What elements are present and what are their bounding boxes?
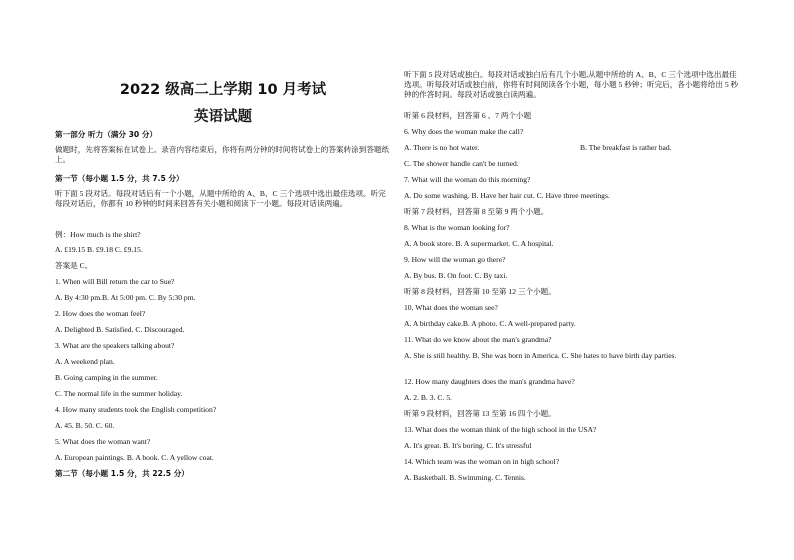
material-7-heading: 听第 7 段材料，回答第 8 至第 9 两个小题。 [404, 207, 549, 216]
question-10-options: A. A birthday cake.B. A photo. C. A well-prepared party. [404, 319, 576, 328]
question-8-options: A. A book store. B. A supermarket. C. A hospital. [404, 239, 554, 248]
question-2: 2. How does the woman feel? [55, 309, 146, 318]
question-7-options: A. Do some washing. B. Have her hair cut. C. Have three meetings. [404, 191, 610, 200]
question-11: 11. What do we know about the man's grandma? [404, 335, 552, 344]
section1-intro: 听下面 5 段对话。每段对话后有一个小题，从题中所给的 A、B、C 三个选项中选出最佳选项。听完每段对话后，你都有 10 秒钟的时间来回答有关小题和阅读下一小题。每段对话读两遍。 [55, 189, 386, 208]
question-3: 3. What are the speakers talking about? [55, 341, 175, 350]
question-9: 9. How will the woman go there? [404, 255, 506, 264]
section2-intro: 听下面 5 段对话或独白。每段对话或独白后有几个小题,从题中所给的 A、B、C 三个选项中选出最佳选项。听每段对话或独白前，你将有时间阅读各个小题，每小题 5 秒钟；听完后，各小题将给出 5 秒钟的作答时间。每段对话或独白读两遍。 [404, 70, 739, 99]
material-9-heading: 听第 9 段材料，回答第 13 至第 16 四个小题。 [404, 409, 556, 418]
question-14-options: A. Basketball. B. Swimming. C. Tennis. [404, 473, 526, 482]
question-13: 13. What does the woman think of the high school in the USA? [404, 425, 597, 434]
question-6: 6. Why does the woman make the call? [404, 127, 524, 136]
question-14: 14. Which team was the woman on in high school? [404, 457, 560, 466]
question-11-options: A. She is still healthy. B. She was born in America. C. She hates to have birth day parties. [404, 351, 677, 360]
question-3-option-b: B. Going camping in the summer. [55, 373, 158, 382]
intro-text: 做题时，先将答案标在试卷上。录音内容结束后，你将有两分钟的时间将试卷上的答案转涂到答题纸上。 [55, 145, 390, 164]
material-8-heading: 听第 8 段材料，回答第 10 至第 12 三个小题。 [404, 287, 556, 296]
question-4-options: A. 45. B. 50. C. 60. [55, 421, 115, 430]
question-5: 5. What does the woman want? [55, 437, 151, 446]
question-1: 1. When will Bill return the car to Sue? [55, 277, 175, 286]
exam-title: 2022 级高二上学期 10 月考试 [119, 82, 327, 98]
question-10: 10. What does the woman see? [404, 303, 498, 312]
question-13-options: A. It's great. B. It's boring. C. It's stressful [404, 441, 532, 450]
question-9-options: A. By bus. B. On foot. C. By taxi. [404, 271, 508, 280]
example-question: 例：How much is the shirt? [55, 230, 141, 239]
part1-heading: 第一部分 听力（满分 30 分） [55, 130, 158, 139]
question-8: 8. What is the woman looking for? [404, 223, 510, 232]
question-1-options: A. By 4:30 pm.B. At 5:00 pm. C. By 5:30 pm. [55, 293, 196, 302]
example-answer: 答案是 C。 [55, 261, 93, 270]
question-3-option-c: C. The normal life in the summer holiday. [55, 389, 183, 398]
question-2-options: A. Delighted B. Satisfied. C. Discouraged. [55, 325, 185, 334]
question-6-option-a: A. There is no hot water. [404, 143, 480, 152]
material-6-heading: 听第 6 段材料，回答第 6 、7 两个小题 [404, 111, 532, 120]
question-5-options: A. European paintings. B. A book. C. A yellow coat. [55, 453, 214, 462]
question-12-options: A. 2. B. 3. C. 5. [404, 393, 452, 402]
exam-subtitle: 英语试题 [194, 109, 252, 125]
question-6-option-b: B. The breakfast is rather bad. [580, 143, 672, 152]
question-6-option-c: C. The shower handle can't be turned. [404, 159, 519, 168]
question-3-option-a: A. A weekend plan. [55, 357, 115, 366]
section1-heading: 第一节（每小题 1.5 分，共 7.5 分） [55, 174, 184, 183]
section2-heading: 第二节（每小题 1.5 分，共 22.5 分） [55, 469, 189, 478]
example-options: A. £19.15 B. £9.18 C. £9.15. [55, 245, 143, 254]
question-7: 7. What will the woman do this morning? [404, 175, 531, 184]
question-12: 12. How many daughters does the man's grandma have? [404, 377, 575, 386]
question-4: 4. How many students took the English competition? [55, 405, 217, 414]
